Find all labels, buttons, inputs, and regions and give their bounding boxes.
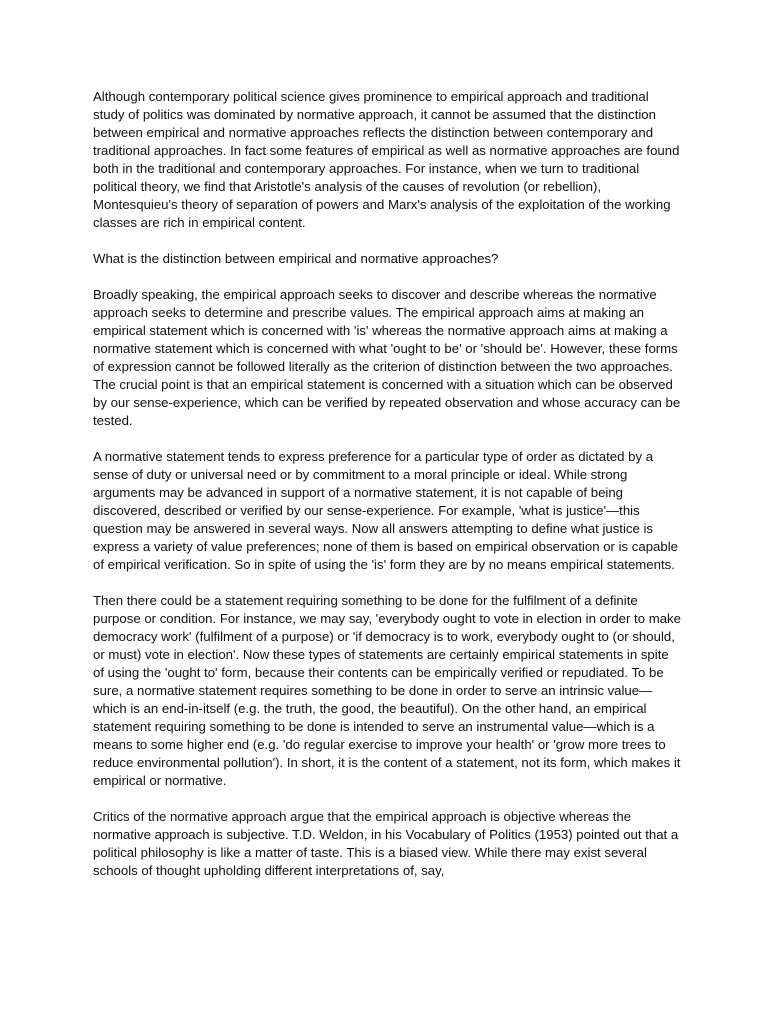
paragraph-broad-distinction: Broadly speaking, the empirical approach seeks to discover and describe whereas the normative approach seeks to determine and prescribe values. The empirical approach aims at making an empirical statement which is concerned with 'is' whereas the normative approach aims at making a normative statement which is concerned with what 'ought to be' or 'should be'. However, these forms of expression cannot be followed literally as the criterion of distinction between the two approaches. The crucial point is that an empirical statement is concerned with a situation which can be observed by our sense-experience, which can be verified by repeated observation and whose accuracy can be tested.	[93, 287, 681, 428]
paragraph-critics: Critics of the normative approach argue that the empirical approach is objective whereas the normative approach is subjective. T.D. Weldon, in his Vocabulary of Politics (1953) pointed out that a political philosophy is like a matter of taste. This is a biased view. While there may exist several schools of thought upholding different interpretations of, say,	[93, 809, 679, 878]
paragraph-empirical-normative-intro: Although contemporary political science gives prominence to empirical approach and traditional study of politics was dominated by normative approach, it cannot be assumed that the distinction between empirical and normative approaches reflects the distinction between contemporary and traditional approaches. In fact some features of empirical as well as normative approaches are found both in the traditional and contemporary approaches. For instance, when we turn to traditional political theory, we find that Aristotle's analysis of the causes of revolution (or rebellion), Montesquieu's theory of separation of powers and Marx's analysis of the exploitation of the working classes are rich in empirical content.	[93, 89, 680, 230]
document-body	[93, 88, 683, 898]
paragraph-purpose-statement: Then there could be a statement requiring something to be done for the fulfilment of a definite purpose or condition. For instance, we may say, 'everybody ought to vote in election in order to make democracy work' (fulfilment of a purpose) or 'if democracy is to work, everybody ought to (or should, or must) vote in election'. Now these types of statements are certainly empirical statements in spite of using the 'ought to' form, because their contents can be empirically verified or repudiated. To be sure, a normative statement requires something to be done in order to serve an intrinsic value—which is an end-in-itself (e.g. the truth, the good, the beautiful). On the other hand, an empirical statement requiring something to be done is intended to serve an instrumental value—which is a means to some higher end (e.g. 'do regular exercise to improve your health' or 'grow more trees to reduce environmental pollution'). In short, it is the content of a statement, not its form, which makes it empirical or normative.	[93, 593, 681, 788]
paragraph-question: What is the distinction between empirical and normative approaches?	[93, 251, 499, 266]
paragraph-normative-statement: A normative statement tends to express preference for a particular type of order as dictated by a sense of duty or universal need or by commitment to a moral principle or ideal. While strong arguments may be advanced in support of a normative statement, it is not capable of being discovered, described or verified by our sense-experience. For example, 'what is justice'—this question may be answered in several ways. Now all answers attempting to define what justice is express a variety of value preferences; none of them is based on empirical observation or is capable of empirical verification. So in spite of using the 'is' form they are by no means empirical statements.	[93, 449, 678, 572]
